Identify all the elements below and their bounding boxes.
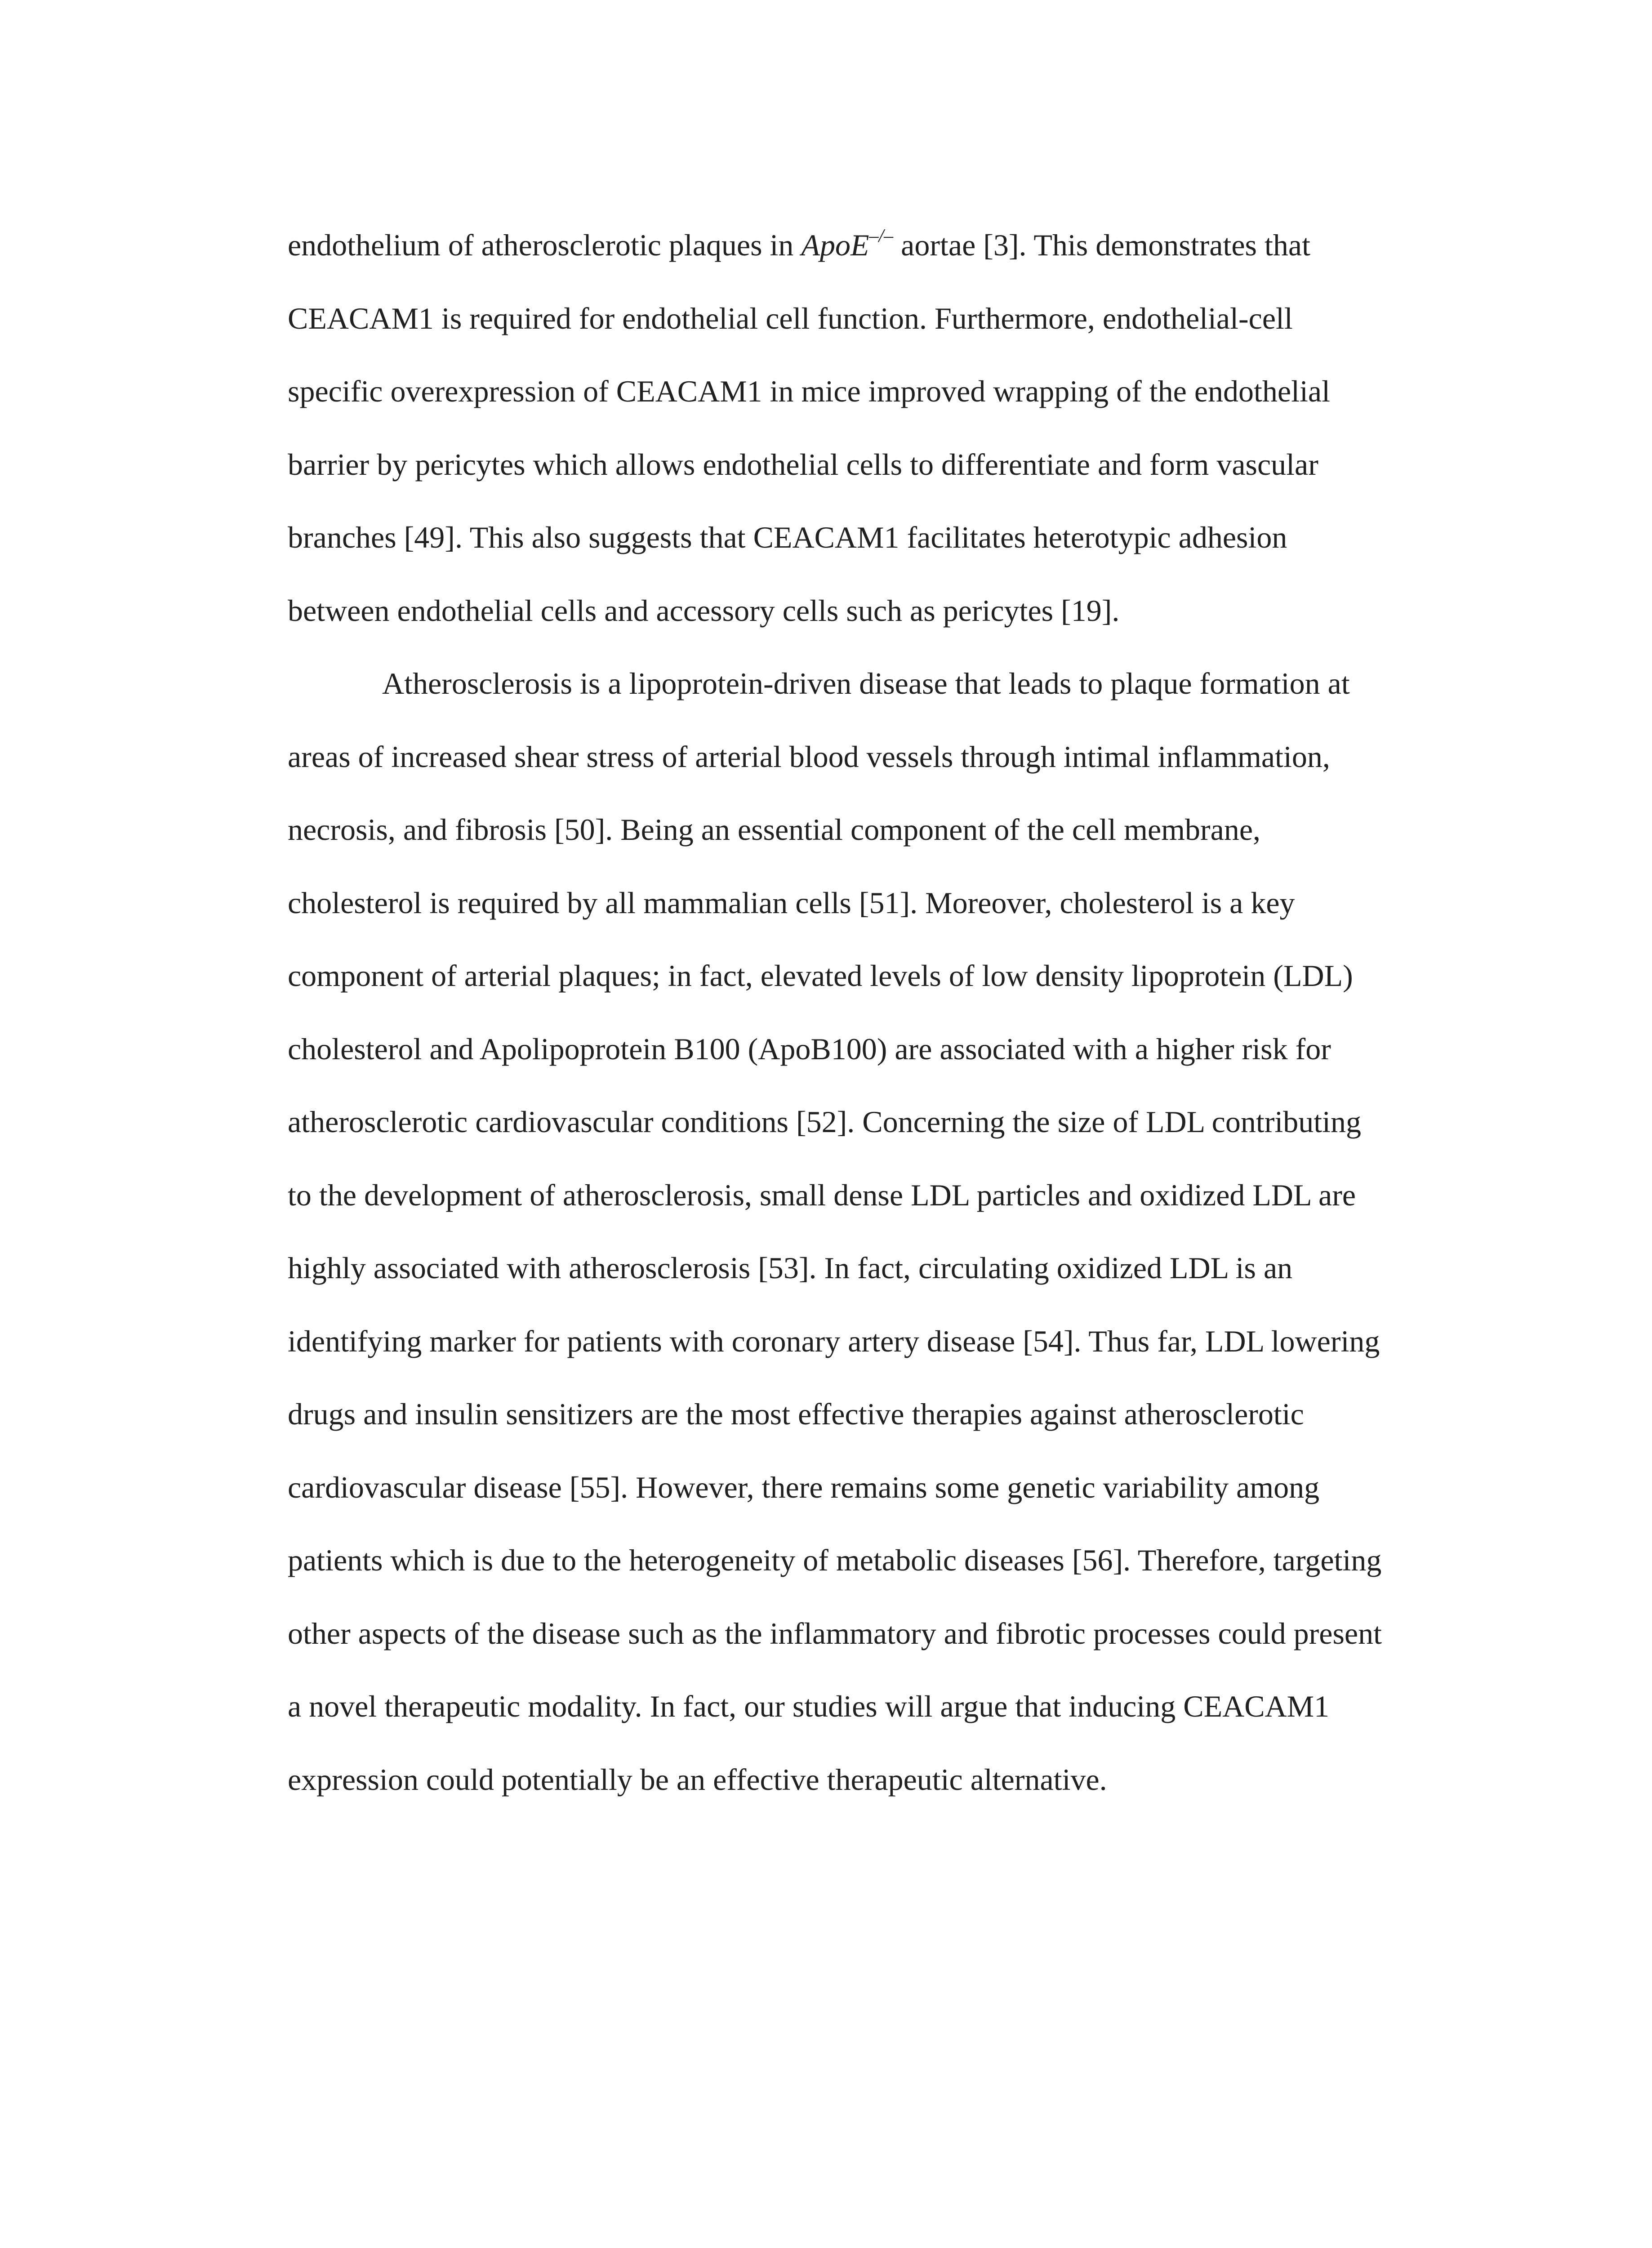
text-line: CEACAM1 is required for endothelial cell function. Furthermore, endothelial-cell xyxy=(288,301,1293,335)
text-line: cholesterol is required by all mammalian cells [51]. Moreover, cholesterol is a key xyxy=(288,885,1295,920)
body-text xyxy=(288,220,1438,1828)
text-line: identifying marker for patients with coronary artery disease [54]. Thus far, LDL lowering xyxy=(288,1324,1380,1358)
text-run: aortae [3]. This demonstrates that xyxy=(893,228,1310,262)
text-line xyxy=(288,220,1438,294)
text-line: cardiovascular disease [55]. However, there remains some genetic variability among xyxy=(288,1470,1320,1504)
text-line: branches [49]. This also suggests that CEACAM1 facilitates heterotypic adhesion xyxy=(288,520,1287,554)
text-line: to the development of atherosclerosis, small dense LDL particles and oxidized LDL are xyxy=(288,1178,1356,1212)
text-line: other aspects of the disease such as the inflammatory and fibrotic processes could present xyxy=(288,1616,1382,1650)
paragraph-2 xyxy=(288,659,1438,1828)
text-line: a novel therapeutic modality. In fact, our studies will argue that inducing CEACAM1 xyxy=(288,1689,1330,1723)
text-line: expression could potentially be an effective therapeutic alternative. xyxy=(288,1762,1107,1797)
text-line: component of arterial plaques; in fact, elevated levels of low density lipoprotein (LDL) xyxy=(288,959,1353,993)
text-line: areas of increased shear stress of arterial blood vessels through intimal inflammation, xyxy=(288,739,1330,774)
text-line: necrosis, and fibrosis [50]. Being an essential component of the cell membrane, xyxy=(288,812,1261,847)
text-line: cholesterol and Apolipoprotein B100 (ApoB100) are associated with a higher risk for xyxy=(288,1031,1331,1066)
text-line: patients which is due to the heterogeneity of metabolic diseases [56]. Therefore, targeting xyxy=(288,1543,1382,1577)
paragraph-1 xyxy=(288,220,1438,659)
gene-name: ApoE xyxy=(801,228,869,262)
superscript: –/– xyxy=(869,226,894,246)
text-line: atherosclerotic cardiovascular conditions [52]. Concerning the size of LDL contributing xyxy=(288,1105,1362,1139)
text-line: Atherosclerosis is a lipoprotein-driven disease that leads to plaque formation at xyxy=(382,666,1350,700)
text-line: barrier by pericytes which allows endothelial cells to differentiate and form vascular xyxy=(288,447,1318,482)
text-line: between endothelial cells and accessory cells such as pericytes [19]. xyxy=(288,593,1120,628)
text-line: specific overexpression of CEACAM1 in mice improved wrapping of the endothelial xyxy=(288,374,1330,408)
text-run: endothelium of atherosclerotic plaques in xyxy=(288,228,802,262)
text-line: drugs and insulin sensitizers are the most effective therapies against atherosclerotic xyxy=(288,1397,1304,1431)
text-line: highly associated with atherosclerosis [53]. In fact, circulating oxidized LDL is an xyxy=(288,1251,1293,1285)
